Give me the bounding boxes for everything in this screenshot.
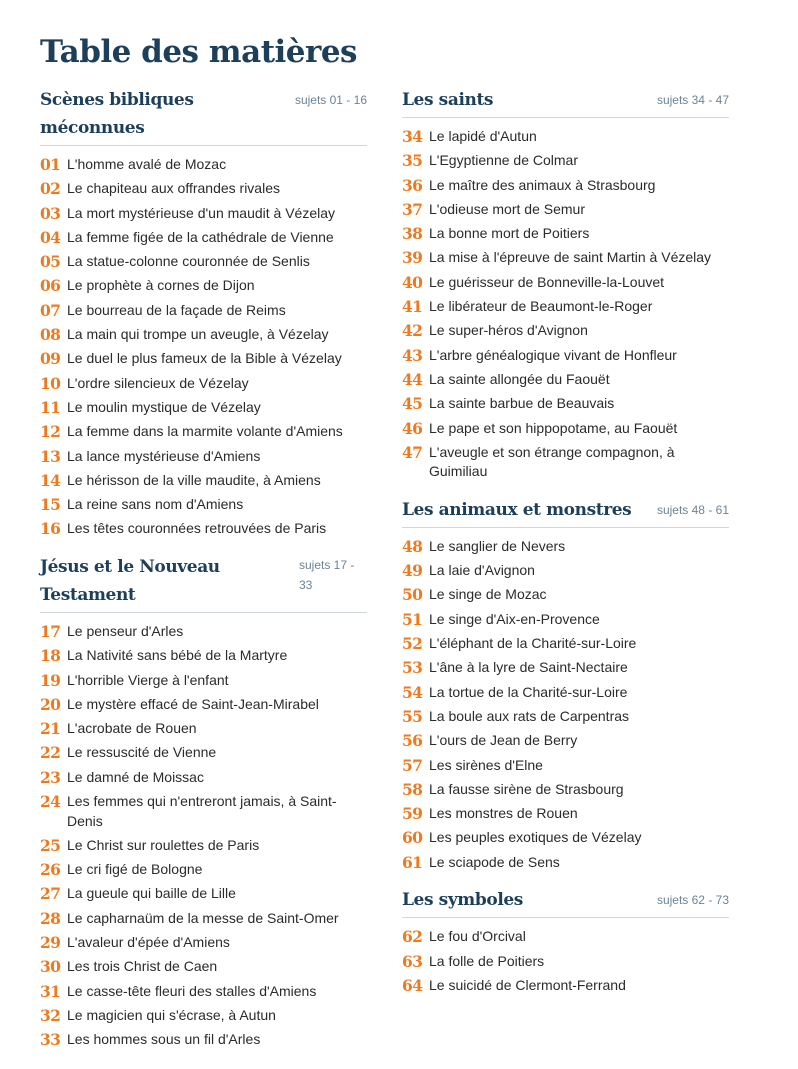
entry-title: Le penseur d'Arles xyxy=(67,622,184,639)
entry-number: 46 xyxy=(402,418,423,438)
toc-entry[interactable] xyxy=(40,276,367,296)
entry-number: 45 xyxy=(402,394,423,414)
entry-title: L'arbre généalogique vivant de Honfleur xyxy=(429,346,677,363)
entry-number: 11 xyxy=(40,397,61,417)
entry-title: Le hérisson de la ville maudite, à Amiens xyxy=(67,471,321,488)
entry-title: Le super-héros d'Avignon xyxy=(429,322,588,339)
entry-title: La statue-colonne couronnée de Senlis xyxy=(67,253,310,270)
entry-title: L'éléphant de la Charité-sur-Loire xyxy=(429,635,637,652)
entry-title: Le duel le plus fameux de la Bible à Vézelay xyxy=(67,350,342,367)
toc-entry[interactable] xyxy=(40,719,367,739)
section-title: Les saints xyxy=(402,90,494,110)
entry-number: 16 xyxy=(40,519,61,539)
entry-title: La reine sans nom d'Amiens xyxy=(67,496,244,513)
entry-title: Le singe de Mozac xyxy=(429,586,547,603)
toc-entry[interactable] xyxy=(40,495,367,515)
left-column xyxy=(40,86,367,1064)
entry-title: Le bourreau de la façade de Reims xyxy=(67,301,286,318)
toc-entry[interactable] xyxy=(40,301,367,321)
entry-number: 19 xyxy=(40,670,61,690)
entry-number: 49 xyxy=(402,561,423,581)
entry-title: Le sciapode de Sens xyxy=(429,853,560,870)
entry-title: Le guérisseur de Bonneville-la-Louvet xyxy=(429,273,665,290)
toc-entry[interactable] xyxy=(402,537,729,557)
entry-number: 09 xyxy=(40,349,61,369)
toc-entry[interactable] xyxy=(402,394,729,414)
entry-title: La mise à l'épreuve de saint Martin à Vézelay xyxy=(429,249,712,266)
toc-entry[interactable] xyxy=(40,349,367,369)
toc-entry[interactable] xyxy=(402,585,729,605)
toc-entry[interactable] xyxy=(402,127,729,147)
entry-title: Le cri figé de Bologne xyxy=(67,861,203,878)
entry-number: 20 xyxy=(40,694,61,714)
entry-list xyxy=(402,127,729,482)
toc-entry[interactable] xyxy=(402,634,729,654)
section-title: Les symboles xyxy=(402,890,523,911)
entry-number: 62 xyxy=(402,927,423,947)
entry-title: Les hommes sous un fil d'Arles xyxy=(67,1031,261,1048)
entry-title: Le prophète à cornes de Dijon xyxy=(67,277,255,294)
entry-number: 17 xyxy=(40,621,61,641)
entry-number: 44 xyxy=(402,369,423,389)
entry-title: La femme figée de la cathédrale de Vienne xyxy=(67,228,334,245)
entry-number: 25 xyxy=(40,835,61,855)
entry-number: 37 xyxy=(402,199,423,219)
section-scenes-bibliques xyxy=(40,86,367,539)
entry-title: Les peuples exotiques de Vézelay xyxy=(429,829,642,846)
entry-title: Le suicidé de Clermont-Ferrand xyxy=(429,976,626,993)
entry-number: 01 xyxy=(40,155,61,174)
toc-entry[interactable] xyxy=(402,419,729,439)
entry-number: 64 xyxy=(402,975,423,995)
entry-title: L'homme avalé de Mozac xyxy=(67,156,227,172)
entry-number: 29 xyxy=(40,933,61,953)
entry-title: L'aveugle et son étrange compagnon, à Guimiliau xyxy=(429,443,675,480)
entry-title: La lance mystérieuse d'Amiens xyxy=(67,447,261,464)
entry-number: 04 xyxy=(40,227,61,247)
entry-number: 38 xyxy=(402,224,423,244)
toc-entry[interactable] xyxy=(40,519,367,539)
section-jesus-nouveau-testament xyxy=(40,553,367,1050)
entry-title: La laie d'Avignon xyxy=(429,562,535,579)
entry-list xyxy=(40,155,367,539)
section-range: sujets 17 - 33 xyxy=(299,557,355,592)
toc-entry[interactable] xyxy=(40,325,367,345)
entry-title: L'ordre silencieux de Vézelay xyxy=(67,374,249,391)
entry-number: 61 xyxy=(402,852,423,872)
toc-entry[interactable] xyxy=(40,646,367,666)
toc-entry[interactable] xyxy=(402,976,729,996)
right-column xyxy=(402,86,729,1009)
toc-entry[interactable] xyxy=(402,756,729,776)
toc-entry[interactable] xyxy=(40,860,367,880)
entry-number: 40 xyxy=(402,272,423,292)
entry-title: Le lapidé d'Autun xyxy=(429,128,537,144)
toc-entry[interactable] xyxy=(40,695,367,715)
entry-number: 47 xyxy=(402,442,423,462)
toc-entry[interactable] xyxy=(402,853,729,873)
entry-number: 56 xyxy=(402,731,423,751)
entry-title: La boule aux rats de Carpentras xyxy=(429,707,630,724)
entry-number: 21 xyxy=(40,719,61,739)
entry-number: 02 xyxy=(40,179,61,199)
toc-entry[interactable] xyxy=(402,610,729,630)
entry-number: 08 xyxy=(40,325,61,345)
entry-title: Le Christ sur roulettes de Paris xyxy=(67,836,260,853)
entry-title: La main qui trompe un aveugle, à Vézelay xyxy=(67,326,329,343)
toc-entry[interactable] xyxy=(402,297,729,317)
entry-title: Le pape et son hippopotame, au Faouët xyxy=(429,419,678,436)
toc-entry[interactable] xyxy=(40,398,367,418)
toc-entry[interactable] xyxy=(40,909,367,929)
toc-entry[interactable] xyxy=(402,443,729,482)
entry-title: Le damné de Moissac xyxy=(67,768,204,785)
toc-entry[interactable] xyxy=(402,370,729,390)
entry-number: 50 xyxy=(402,585,423,605)
entry-title: La tortue de la Charité-sur-Loire xyxy=(429,683,628,700)
section-header xyxy=(402,496,729,528)
toc-entry[interactable] xyxy=(40,422,367,442)
entry-list xyxy=(402,537,729,872)
entry-title: Le casse-tête fleuri des stalles d'Amiens xyxy=(67,982,317,999)
entry-number: 42 xyxy=(402,321,423,341)
entry-number: 26 xyxy=(40,860,61,880)
entry-number: 05 xyxy=(40,252,61,272)
toc-entry[interactable] xyxy=(40,671,367,691)
toc-entry[interactable] xyxy=(40,743,367,763)
entry-title: Le singe d'Aix-en-Provence xyxy=(429,610,600,627)
toc-entry[interactable] xyxy=(402,224,729,244)
entry-number: 55 xyxy=(402,706,423,726)
entry-title: La fausse sirène de Strasbourg xyxy=(429,780,624,797)
section-symboles xyxy=(402,886,729,995)
toc-entry[interactable] xyxy=(402,731,729,751)
entry-title: La gueule qui baille de Lille xyxy=(67,885,236,902)
section-range: sujets 62 - 73 xyxy=(656,893,729,908)
toc-entry[interactable] xyxy=(402,561,729,581)
section-title: Les animaux et monstres xyxy=(402,499,632,520)
entry-title: Le maître des animaux à Strasbourg xyxy=(429,176,656,193)
section-header xyxy=(40,86,367,146)
toc-entry[interactable] xyxy=(402,248,729,268)
entry-title: L'Egyptienne de Colmar xyxy=(429,152,578,169)
entry-title: Le capharnaüm de la messe de Saint-Omer xyxy=(67,909,339,926)
entry-number: 07 xyxy=(40,300,61,320)
toc-entry[interactable] xyxy=(402,828,729,848)
entry-title: L'acrobate de Rouen xyxy=(67,720,197,737)
section-range: sujets 34 - 47 xyxy=(656,93,729,107)
entry-number: 27 xyxy=(40,884,61,904)
entry-number: 06 xyxy=(40,276,61,296)
entry-title: La sainte allongée du Faouët xyxy=(429,370,610,387)
entry-number: 59 xyxy=(402,804,423,824)
entry-number: 54 xyxy=(402,682,423,702)
entry-number: 28 xyxy=(40,908,61,928)
entry-number: 39 xyxy=(402,248,423,268)
toc-entry[interactable] xyxy=(40,836,367,856)
entry-title: La femme dans la marmite volante d'Amiens xyxy=(67,423,343,440)
entry-title: L'âne à la lyre de Saint-Nectaire xyxy=(429,659,628,676)
entry-title: La mort mystérieuse d'un maudit à Vézelay xyxy=(67,204,336,221)
entry-title: La sainte barbue de Beauvais xyxy=(429,395,615,412)
entry-title: Le sanglier de Nevers xyxy=(429,537,566,554)
section-title: Scènes bibliques méconnues xyxy=(40,90,194,138)
section-header xyxy=(402,886,729,918)
entry-number: 52 xyxy=(402,634,423,654)
entry-title: L'avaleur d'épée d'Amiens xyxy=(67,934,230,951)
entry-number: 30 xyxy=(40,957,61,977)
entry-title: L'odieuse mort de Semur xyxy=(429,200,585,217)
toc-entry[interactable] xyxy=(40,204,367,224)
section-title: Jésus et le Nouveau Testament xyxy=(40,556,220,605)
page-title: Table des matières xyxy=(40,34,358,70)
toc-entry[interactable] xyxy=(402,707,729,727)
entry-title: Les femmes qui n'entreront jamais, à Saint-Denis xyxy=(67,793,337,829)
toc-entry[interactable] xyxy=(40,471,367,491)
section-header xyxy=(40,553,367,613)
entry-number: 32 xyxy=(40,1005,61,1025)
toc-entry[interactable] xyxy=(40,1006,367,1026)
entry-number: 53 xyxy=(402,658,423,678)
entry-title: Le moulin mystique de Vézelay xyxy=(67,398,261,415)
toc-entry[interactable] xyxy=(402,927,729,947)
entry-title: Le magicien qui s'écrase, à Autun xyxy=(67,1006,276,1023)
toc-entry[interactable] xyxy=(402,658,729,678)
entry-number: 13 xyxy=(40,446,61,466)
toc-entry[interactable] xyxy=(40,957,367,977)
toc-entry[interactable] xyxy=(402,952,729,972)
section-range: sujets 48 - 61 xyxy=(656,502,729,517)
entry-number: 41 xyxy=(402,297,423,317)
entry-number: 57 xyxy=(402,755,423,775)
toc-entry[interactable] xyxy=(402,176,729,196)
section-range: sujets 01 - 16 xyxy=(294,93,367,107)
entry-title: Le mystère effacé de Saint-Jean-Mirabel xyxy=(67,695,319,712)
toc-entry[interactable] xyxy=(402,346,729,366)
section-saints xyxy=(402,86,729,482)
toc-entry[interactable] xyxy=(40,792,367,831)
toc-entry[interactable] xyxy=(402,151,729,171)
entry-title: Les têtes couronnées retrouvées de Paris xyxy=(67,520,327,537)
entry-number: 35 xyxy=(402,151,423,171)
entry-number: 22 xyxy=(40,743,61,763)
toc-entry[interactable] xyxy=(402,273,729,293)
section-animaux-monstres xyxy=(402,496,729,872)
toc-entry[interactable] xyxy=(40,447,367,467)
toc-entry[interactable] xyxy=(40,374,367,394)
entry-title: La bonne mort de Poitiers xyxy=(429,225,590,242)
entry-number: 58 xyxy=(402,779,423,799)
entry-title: Le chapiteau aux offrandes rivales xyxy=(67,180,280,197)
toc-entry[interactable] xyxy=(40,179,367,199)
entry-number: 33 xyxy=(40,1030,61,1050)
entry-number: 10 xyxy=(40,373,61,393)
entry-number: 60 xyxy=(402,828,423,848)
entry-number: 03 xyxy=(40,203,61,223)
entry-number: 43 xyxy=(402,345,423,365)
toc-entry[interactable] xyxy=(40,622,367,642)
entry-number: 23 xyxy=(40,767,61,787)
toc-entry[interactable] xyxy=(40,768,367,788)
entry-title: Le libérateur de Beaumont-le-Roger xyxy=(429,298,653,315)
toc-entry[interactable] xyxy=(402,683,729,703)
entry-title: Le fou d'Orcival xyxy=(429,928,526,945)
entry-title: L'ours de Jean de Berry xyxy=(429,732,578,749)
toc-entry[interactable] xyxy=(402,321,729,341)
entry-number: 15 xyxy=(40,495,61,515)
entry-number: 12 xyxy=(40,422,61,442)
entry-title: La Nativité sans bébé de la Martyre xyxy=(67,647,288,664)
entry-title: La folle de Poitiers xyxy=(429,952,545,969)
toc-entry[interactable] xyxy=(40,982,367,1002)
toc-entry[interactable] xyxy=(402,200,729,220)
entry-title: Les sirènes d'Elne xyxy=(429,756,543,773)
entry-list xyxy=(40,622,367,1050)
entry-number: 14 xyxy=(40,470,61,490)
section-header xyxy=(402,86,729,118)
entry-title: Les monstres de Rouen xyxy=(429,805,578,822)
entry-number: 48 xyxy=(402,536,423,556)
toc-entry[interactable] xyxy=(40,155,367,175)
entry-list xyxy=(402,927,729,995)
toc-entry[interactable] xyxy=(40,1030,367,1050)
toc-entry[interactable] xyxy=(40,884,367,904)
entry-number: 18 xyxy=(40,646,61,666)
entry-number: 36 xyxy=(402,175,423,195)
entry-number: 51 xyxy=(402,609,423,629)
toc-entry[interactable] xyxy=(40,228,367,248)
entry-title: L'horrible Vierge à l'enfant xyxy=(67,671,229,688)
entry-number: 31 xyxy=(40,981,61,1001)
toc-entry[interactable] xyxy=(402,780,729,800)
toc-entry[interactable] xyxy=(40,252,367,272)
entry-title: Les trois Christ de Caen xyxy=(67,958,218,975)
entry-title: Le ressuscité de Vienne xyxy=(67,744,217,761)
entry-number: 63 xyxy=(402,951,423,971)
entry-number: 24 xyxy=(40,792,61,812)
toc-entry[interactable] xyxy=(402,804,729,824)
entry-number: 34 xyxy=(402,127,423,146)
toc-entry[interactable] xyxy=(40,933,367,953)
